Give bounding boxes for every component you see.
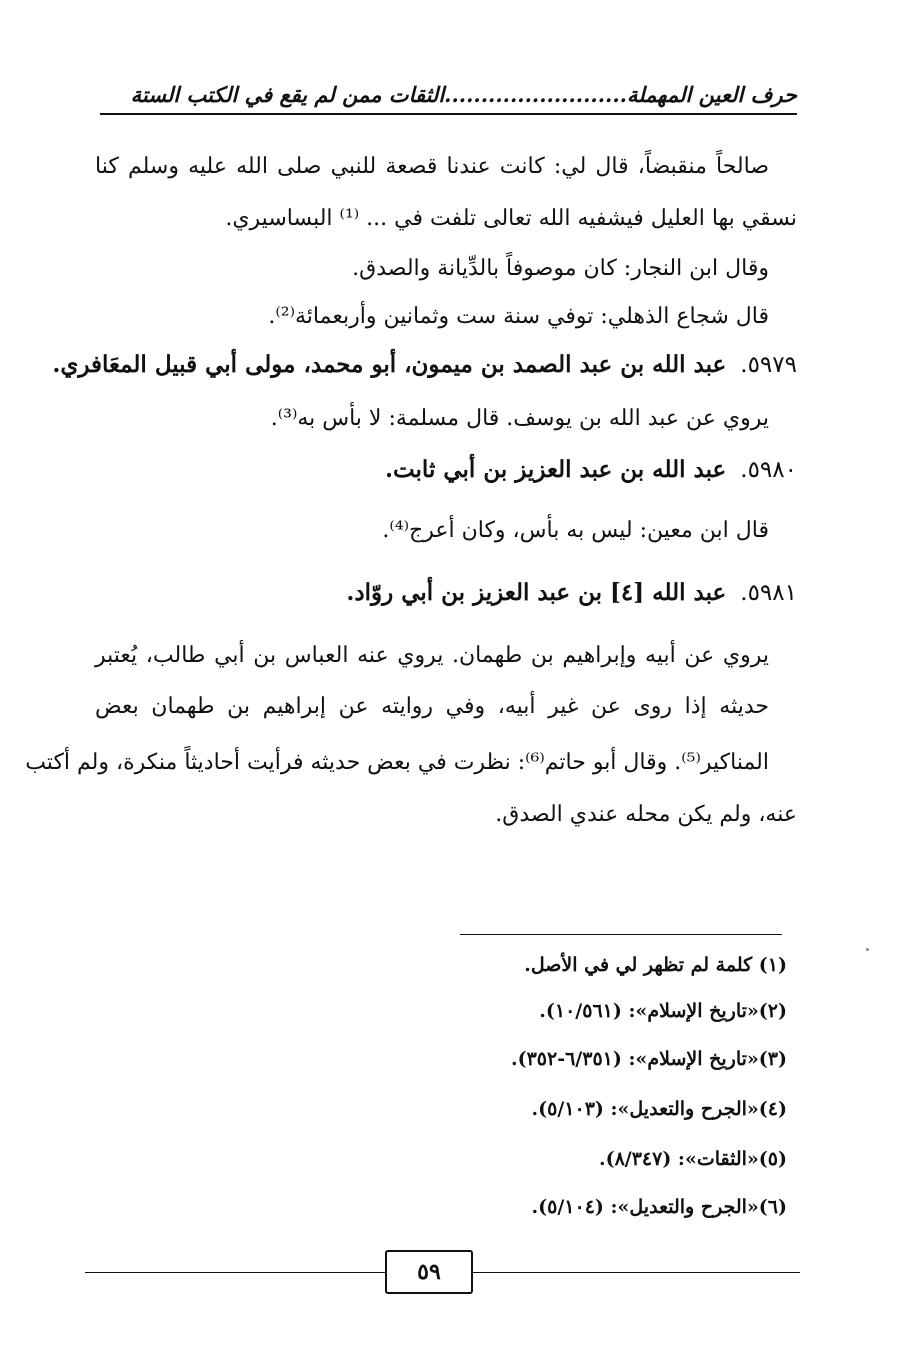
footnote-5: (٥)«الثقات»: (٨/٣٤٧).: [598, 1148, 787, 1170]
text-line-4: قال شجاع الذهلي: توفي سنة ست وثمانين وأربعمائة⁽²⁾.: [268, 304, 769, 329]
text-line-13: عنه، ولم يكن محله عندي الصدق.: [495, 802, 797, 827]
entry-number: ٥٩٨١.: [740, 580, 797, 606]
footnote-3: (٣)«تاريخ الإسلام»: (٦/٣٥١-٣٥٢).: [510, 1048, 787, 1070]
footnote-6: (٦)«الجرح والتعديل»: (٥/١٠٤).: [531, 1196, 787, 1218]
text-line-10: يروي عن أبيه وإبراهيم بن طهمان. يروي عنه العباس بن أبي طالب، يُعتبر: [95, 643, 769, 668]
footnote-4: (٤)«الجرح والتعديل»: (٥/١٠٣).: [531, 1098, 787, 1120]
text-line-8: قال ابن معين: ليس به بأس، وكان أعرج⁽⁴⁾.: [382, 518, 769, 543]
running-header: حرف العين المهملة.........................الثقات ممن لم يقع في الكتب الستة: [100, 82, 797, 115]
footnote-1: (١) كلمة لم تظهر لي في الأصل.: [524, 954, 787, 976]
footer-rule-right: [470, 1272, 800, 1273]
scan-speck: [866, 948, 869, 951]
entry-number: ٥٩٧٩.: [740, 352, 797, 378]
page-number: ٥٩: [385, 1250, 473, 1294]
text-line-11: حديثه إذا روى عن غير أبيه، وفي روايته عن إبراهيم بن طهمان بعض: [95, 694, 769, 719]
entry-name: عبد الله بن عبد العزيز بن أبي ثابت.: [384, 456, 727, 483]
text-line-12: المناكير⁽⁵⁾. وقال أبو حاتم⁽⁶⁾: نظرت في بعض حديثه فرأيت أحاديثاً منكرة، ولم أكتب: [25, 750, 769, 775]
text-line-2: نسقي بها العليل فيشفيه الله تعالى تلفت في ... ⁽¹⁾ البساسيري.: [225, 206, 797, 231]
footnote-separator: [460, 934, 782, 935]
entry-name: عبد الله بن عبد الصمد بن ميمون، أبو محمد، مولى أبي قبيل المعَافري.: [52, 351, 727, 378]
entry-5981: [346, 578, 797, 608]
entry-5979: [52, 350, 797, 380]
footnote-2: (٢)«تاريخ الإسلام»: (١٠/٥٦١).: [539, 1000, 787, 1022]
entry-number: ٥٩٨٠.: [740, 457, 797, 483]
entry-name: عبد الله [٤] بن عبد العزيز بن أبي روّاد.: [346, 579, 727, 606]
entry-5980: [385, 455, 797, 485]
text-line-3: وقال ابن النجار: كان موصوفاً بالدِّيانة والصدق.: [352, 256, 769, 281]
footer-rule-left: [85, 1272, 385, 1273]
text-line-6: يروي عن عبد الله بن يوسف. قال مسلمة: لا بأس به⁽³⁾.: [270, 406, 769, 431]
text-line-1: صالحاً منقبضاً، قال لي: كانت عندنا قصعة للنبي صلى الله عليه وسلم كنا: [95, 154, 769, 179]
